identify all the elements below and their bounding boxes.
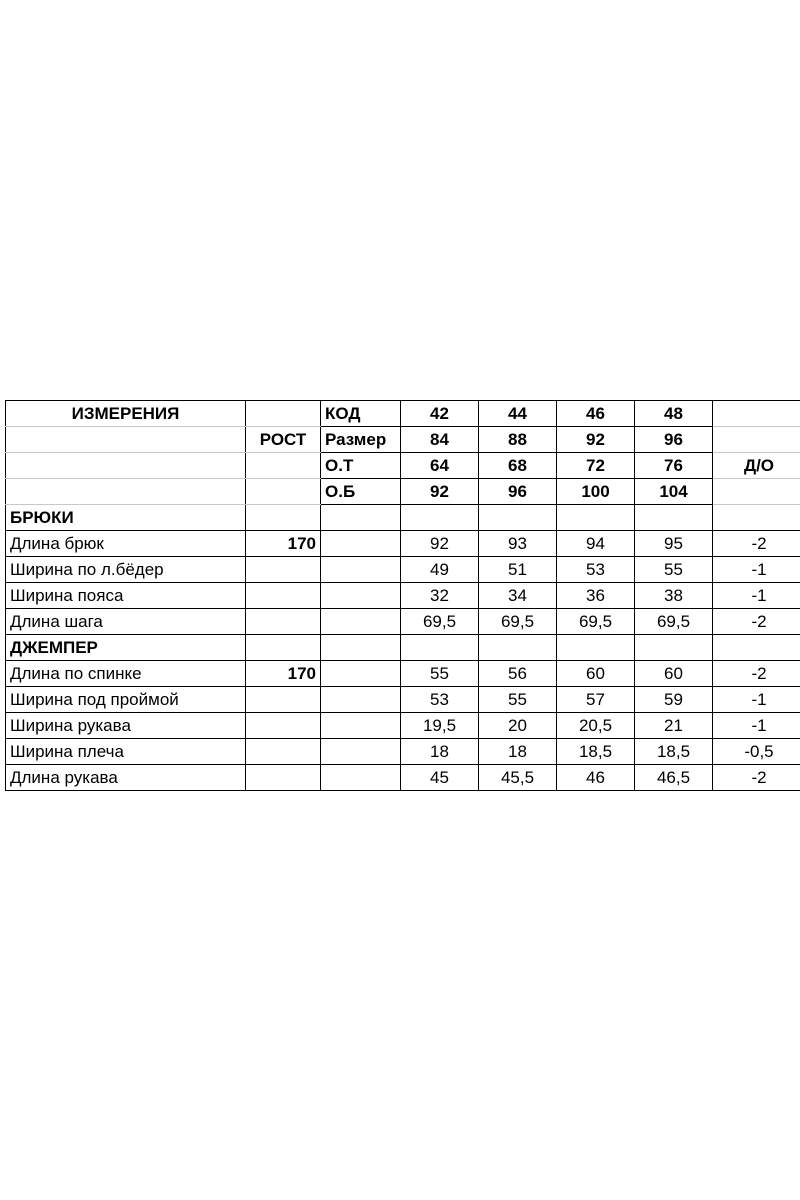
size-value: 60 bbox=[635, 661, 713, 687]
size-value: 18 bbox=[479, 739, 557, 765]
empty-cell bbox=[713, 505, 800, 531]
header-size-value: 96 bbox=[635, 427, 713, 453]
section-title: ДЖЕМПЕР bbox=[6, 635, 246, 661]
height-value: 170 bbox=[246, 531, 321, 557]
size-value: 18,5 bbox=[635, 739, 713, 765]
measurement-label: Ширина пояса bbox=[6, 583, 246, 609]
size-value: 46 bbox=[557, 765, 635, 791]
empty-cell bbox=[479, 635, 557, 661]
header-hips-value: 104 bbox=[635, 479, 713, 505]
height-value bbox=[246, 687, 321, 713]
table-row bbox=[6, 609, 800, 635]
header-hips-value: 96 bbox=[479, 479, 557, 505]
height-value bbox=[246, 739, 321, 765]
header-height: РОСТ bbox=[246, 427, 321, 453]
size-value: 18 bbox=[401, 739, 479, 765]
empty-cell bbox=[401, 635, 479, 661]
size-value: 95 bbox=[635, 531, 713, 557]
size-value: 55 bbox=[401, 661, 479, 687]
table-row bbox=[6, 765, 800, 791]
measurement-label: Длина по спинке bbox=[6, 661, 246, 687]
section-title: БРЮКИ bbox=[6, 505, 246, 531]
table-row bbox=[6, 661, 800, 687]
header-row-waist bbox=[6, 453, 800, 479]
empty-cell bbox=[246, 505, 321, 531]
empty-cell bbox=[321, 531, 401, 557]
header-row-size bbox=[6, 427, 800, 453]
header-waist-label: О.Т bbox=[321, 453, 401, 479]
size-chart-table bbox=[5, 400, 800, 791]
empty-cell bbox=[401, 505, 479, 531]
header-measurements: ИЗМЕРЕНИЯ bbox=[6, 401, 246, 427]
empty-cell bbox=[635, 635, 713, 661]
empty-cell bbox=[321, 557, 401, 583]
header-empty-cell bbox=[713, 479, 800, 505]
empty-cell bbox=[321, 635, 401, 661]
header-code-label: КОД bbox=[321, 401, 401, 427]
measurement-label: Ширина под проймой bbox=[6, 687, 246, 713]
header-empty-cell bbox=[6, 427, 246, 453]
size-value: 69,5 bbox=[635, 609, 713, 635]
header-code-value: 46 bbox=[557, 401, 635, 427]
size-value: 93 bbox=[479, 531, 557, 557]
size-value: 38 bbox=[635, 583, 713, 609]
measurement-label: Ширина плеча bbox=[6, 739, 246, 765]
size-value: 20 bbox=[479, 713, 557, 739]
height-value bbox=[246, 583, 321, 609]
tolerance-value: -0,5 bbox=[713, 739, 800, 765]
table-row bbox=[6, 583, 800, 609]
size-value: 36 bbox=[557, 583, 635, 609]
empty-cell bbox=[321, 713, 401, 739]
tolerance-value: -1 bbox=[713, 713, 800, 739]
header-row-hips bbox=[6, 479, 800, 505]
measurement-label: Длина шага bbox=[6, 609, 246, 635]
header-waist-value: 76 bbox=[635, 453, 713, 479]
size-value: 69,5 bbox=[557, 609, 635, 635]
size-value: 21 bbox=[635, 713, 713, 739]
header-empty-cell bbox=[246, 401, 321, 427]
size-value: 46,5 bbox=[635, 765, 713, 791]
empty-cell bbox=[557, 635, 635, 661]
empty-cell bbox=[321, 661, 401, 687]
header-row-code bbox=[6, 401, 800, 427]
section-header-row bbox=[6, 635, 800, 661]
size-value: 53 bbox=[557, 557, 635, 583]
empty-cell bbox=[321, 687, 401, 713]
tolerance-value: -2 bbox=[713, 765, 800, 791]
size-value: 53 bbox=[401, 687, 479, 713]
size-value: 55 bbox=[635, 557, 713, 583]
measurement-label: Длина рукава bbox=[6, 765, 246, 791]
size-value: 32 bbox=[401, 583, 479, 609]
measurement-label: Длина брюк bbox=[6, 531, 246, 557]
size-value: 57 bbox=[557, 687, 635, 713]
header-waist-value: 64 bbox=[401, 453, 479, 479]
header-empty-cell bbox=[713, 427, 800, 453]
header-size-value: 88 bbox=[479, 427, 557, 453]
size-value: 56 bbox=[479, 661, 557, 687]
size-value: 59 bbox=[635, 687, 713, 713]
height-value bbox=[246, 557, 321, 583]
size-value: 45,5 bbox=[479, 765, 557, 791]
height-value bbox=[246, 609, 321, 635]
header-size-value: 92 bbox=[557, 427, 635, 453]
size-value: 18,5 bbox=[557, 739, 635, 765]
section-header-row bbox=[6, 505, 800, 531]
header-code-value: 44 bbox=[479, 401, 557, 427]
height-value bbox=[246, 765, 321, 791]
header-empty-cell bbox=[6, 453, 246, 479]
tolerance-value: -1 bbox=[713, 557, 800, 583]
measurement-label: Ширина по л.бёдер bbox=[6, 557, 246, 583]
height-value bbox=[246, 713, 321, 739]
empty-cell bbox=[479, 505, 557, 531]
size-value: 69,5 bbox=[401, 609, 479, 635]
empty-cell bbox=[321, 505, 401, 531]
header-empty-cell bbox=[246, 453, 321, 479]
empty-cell bbox=[321, 583, 401, 609]
header-tolerance: Д/О bbox=[713, 453, 800, 479]
size-value: 45 bbox=[401, 765, 479, 791]
size-chart-sheet bbox=[5, 400, 800, 803]
header-waist-value: 68 bbox=[479, 453, 557, 479]
table-row bbox=[6, 713, 800, 739]
table-row bbox=[6, 557, 800, 583]
empty-cell bbox=[246, 635, 321, 661]
tolerance-value: -2 bbox=[713, 531, 800, 557]
header-code-value: 42 bbox=[401, 401, 479, 427]
header-waist-value: 72 bbox=[557, 453, 635, 479]
table-row bbox=[6, 531, 800, 557]
header-hips-value: 92 bbox=[401, 479, 479, 505]
tolerance-value: -2 bbox=[713, 661, 800, 687]
size-value: 34 bbox=[479, 583, 557, 609]
size-value: 69,5 bbox=[479, 609, 557, 635]
empty-cell bbox=[635, 505, 713, 531]
table-row bbox=[6, 687, 800, 713]
size-value: 19,5 bbox=[401, 713, 479, 739]
table-row bbox=[6, 739, 800, 765]
size-value: 55 bbox=[479, 687, 557, 713]
header-empty-cell bbox=[713, 401, 800, 427]
tolerance-value: -1 bbox=[713, 687, 800, 713]
header-code-value: 48 bbox=[635, 401, 713, 427]
tolerance-value: -2 bbox=[713, 609, 800, 635]
size-value: 20,5 bbox=[557, 713, 635, 739]
header-empty-cell bbox=[246, 479, 321, 505]
empty-cell bbox=[321, 765, 401, 791]
header-hips-value: 100 bbox=[557, 479, 635, 505]
empty-cell bbox=[557, 505, 635, 531]
size-value: 92 bbox=[401, 531, 479, 557]
size-value: 51 bbox=[479, 557, 557, 583]
size-value: 49 bbox=[401, 557, 479, 583]
header-empty-cell bbox=[6, 479, 246, 505]
measurement-label: Ширина рукава bbox=[6, 713, 246, 739]
empty-cell bbox=[321, 609, 401, 635]
header-size-label: Размер bbox=[321, 427, 401, 453]
tolerance-value: -1 bbox=[713, 583, 800, 609]
height-value: 170 bbox=[246, 661, 321, 687]
empty-cell bbox=[713, 635, 800, 661]
header-hips-label: О.Б bbox=[321, 479, 401, 505]
size-value: 94 bbox=[557, 531, 635, 557]
empty-cell bbox=[321, 739, 401, 765]
header-size-value: 84 bbox=[401, 427, 479, 453]
size-value: 60 bbox=[557, 661, 635, 687]
